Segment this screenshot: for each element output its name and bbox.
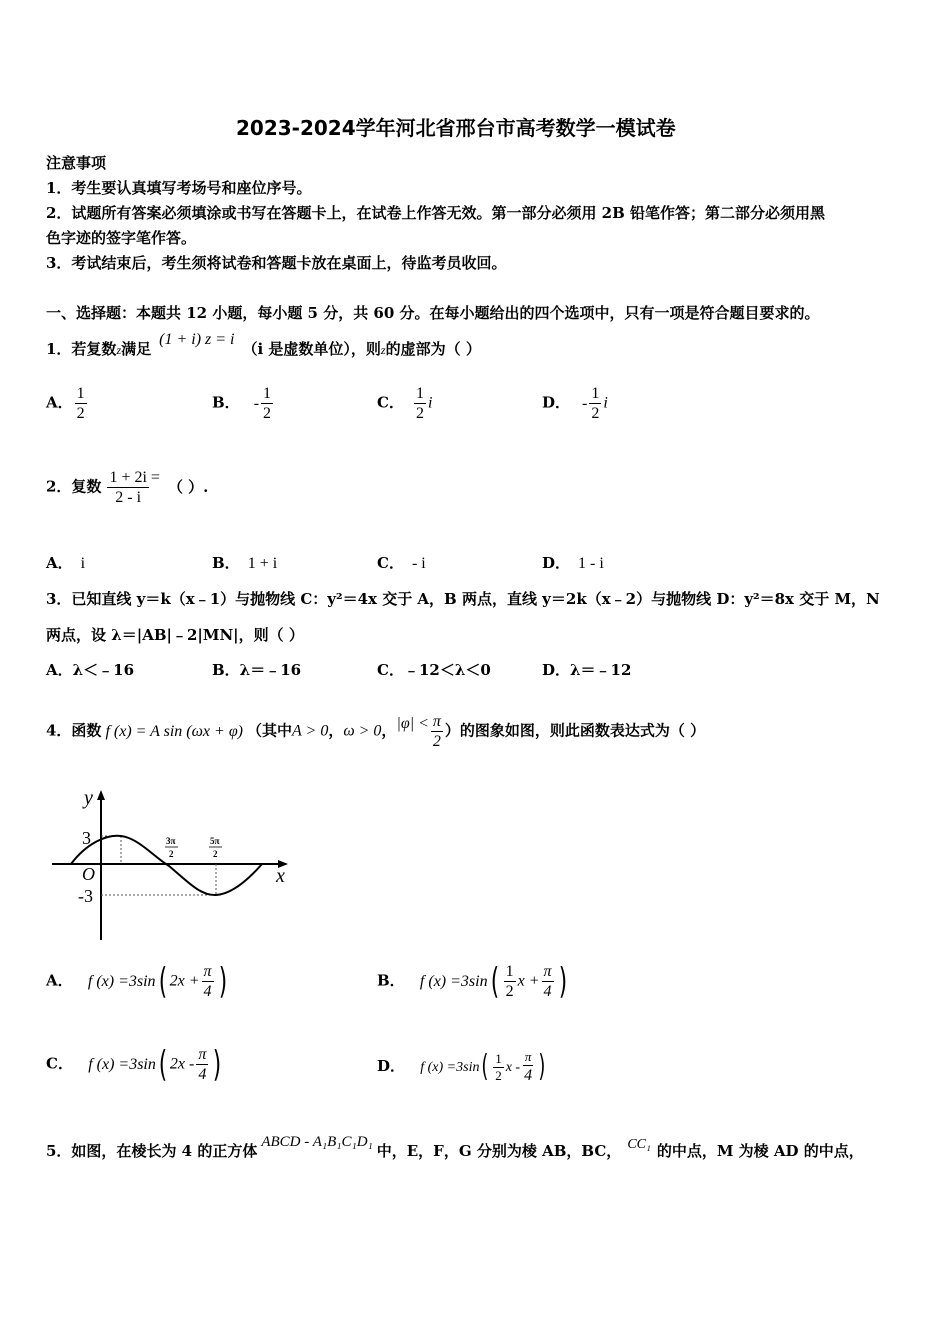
question-2: 2．复数 $\frac{1 + 2i}{2 - i}$ =（ ）. [46,468,209,507]
y-axis-arrow [97,790,105,800]
q1-option-b[interactable]: B． - $\frac{1}{2}$ [212,385,272,423]
y-label: y [84,787,93,809]
tick-5pi-den: 2 [213,849,218,859]
q3-option-c[interactable]: C．﹣12＜λ＜0 [377,661,491,679]
question-4: 4．函数 f (x) = A sin (ωx + φ) （其中A > 0，ω > 0，|φ| < $\frac{\pi}{2}$ ）的图象如图，则此函数表达式为（ ） [46,713,706,751]
q5-cube: ABCD - A₁B₁C₁D₁ [261,1134,373,1150]
q4-option-b[interactable]: B． f (x) =3sin( $\frac{1}{2}$ x + $\frac{\pi}{4}$ ) [377,960,567,1002]
q4-function: f (x) = A sin (ωx + φ) [105,722,244,740]
q1-option-a[interactable]: A． $\frac{1}{2}$ [46,385,85,423]
q3-option-a[interactable]: A．λ＜﹣16 [46,661,135,679]
q1-text-d: 的虚部为（ ） [385,340,481,358]
guide-lines [101,836,216,895]
x-label: x [276,865,285,887]
origin-label: O [82,864,95,884]
question-3-line-2: 两点，设 λ＝|AB|﹣2|MN|，则（ ） [46,626,304,644]
q1-z2: z [380,343,386,357]
q3-option-b[interactable]: B．λ＝﹣16 [212,661,302,679]
tick-3pi-den: 2 [169,849,174,859]
q1-z: z [116,343,122,357]
tick-3pi-num: 3π [166,836,176,846]
note-2b: 色字迹的签字笔作答。 [46,229,197,247]
q1-text-a: 1．若复数 [46,340,117,358]
q4-option-a[interactable]: A． f (x) =3sin( 2x + $\frac{\pi}{4}$ ) [46,960,227,1002]
q1-equation: (1 + i) z = i [159,331,235,348]
tick-neg3: -3 [78,886,93,906]
q2-option-b[interactable]: B． 1 + i [212,554,278,572]
note-3: 3．考试结束后，考生须将试卷和答题卡放在桌面上，待监考员收回。 [46,254,507,272]
q2-option-c[interactable]: C． - i [377,554,426,572]
q1-text-b: 满足 [121,340,152,358]
note-1: 1．考生要认真填写考场号和座位序号。 [46,179,312,197]
q2-option-a[interactable]: A． i [46,554,86,572]
note-2a: 2．试题所有答案必须填涂或书写在答题卡上，在试卷上作答无效。第一部分必须用 2B 铅笔作答；第二部分必须用黑 [46,204,826,222]
question-5: 5．如图，在棱长为 4 的正方体 ABCD - A₁B₁C₁D₁ 中，E，F，G 分别为棱 AB，BC， CC₁ 的中点，M 为棱 AD 的中点， [46,1134,864,1160]
q4-option-c[interactable]: C． f (x) =3sin( 2x - $\frac{\pi}{4}$ ) [46,1043,222,1085]
sine-graph [48,780,298,945]
question-3-line-1: 3．已知直线 y＝k（x﹣1）与抛物线 C：y²＝4x 交于 A，B 两点，直线 y＝2k（x﹣2）与抛物线 D：y²＝8x 交于 M，N [46,590,880,608]
q4-option-d[interactable]: D． f (x) =3sin( $\frac{1}{2}$ x - $\frac{\pi}{4}$ ) [377,1049,546,1084]
q1-text-c: （i 是虚数单位），则 [242,340,381,358]
page-title: 2023-2024学年河北省邢台市高考数学一模试卷 [236,116,676,140]
question-1 [46,331,481,359]
notes-heading: 注意事项 [46,154,107,172]
section-1-heading: 一、选择题：本题共 12 小题，每小题 5 分，共 60 分。在每小题给出的四个选项中，只有一项是符合题目要求的。 [46,304,820,322]
q3-option-d[interactable]: D．λ＝﹣12 [542,661,632,679]
tick-5pi-num: 5π [210,836,220,846]
q2-option-d[interactable]: D． 1 - i [542,554,604,572]
tick-3: 3 [82,828,91,848]
q1-option-c[interactable]: C． $\frac{1}{2}$ i [377,385,433,423]
q1-option-d[interactable]: D． - $\frac{1}{2}$ i [542,385,608,423]
